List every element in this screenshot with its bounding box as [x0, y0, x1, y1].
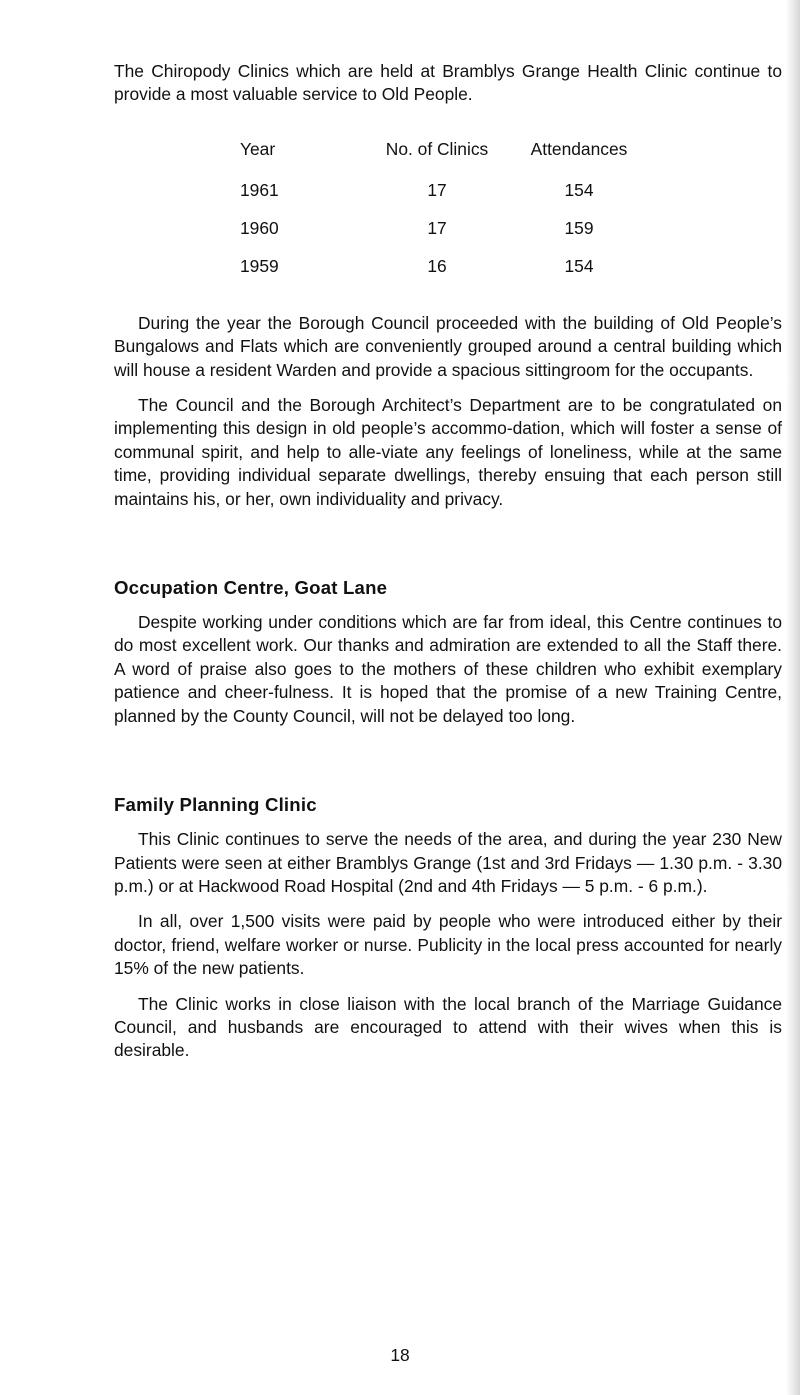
page-edge-shadow [786, 0, 800, 1395]
table-row [240, 210, 644, 248]
family-planning-paragraph-1: This Clinic continues to serve the needs of the area, and during the year 230 New Patients were seen at either Bramblys Grange (1st and 3rd Fridays — 1.30 p.m. - 3.30 p.m.) or at Hackwood Road Hospital (2nd and 4th Fridays — 5 p.m. - 6 p.m.). [114, 829, 782, 896]
chiropody-intro-paragraph: The Chiropody Clinics which are held at Bramblys Grange Health Clinic continue to provide a most valuable service to Old People. [114, 61, 782, 105]
table-row [240, 248, 644, 286]
page-number: 18 [390, 1345, 410, 1365]
cell-attendances: 154 [564, 256, 594, 277]
chiropody-attendance-table [240, 128, 644, 286]
cell-year: 1960 [240, 218, 279, 239]
table-header-row [240, 128, 644, 172]
cell-clinics: 17 [427, 218, 447, 239]
header-attendances: Attendances [530, 139, 628, 160]
cell-year: 1961 [240, 180, 279, 201]
cell-clinics: 17 [427, 180, 447, 201]
document-page [114, 60, 782, 1063]
family-planning-paragraph-2: In all, over 1,500 visits were paid by people who were introduced either by their doctor, friend, welfare worker or nurse. Publicity in the local press accounted for nearly 15% of the new patients. [114, 911, 782, 979]
family-planning-heading: Family Planning Clinic [114, 794, 317, 816]
cell-attendances: 159 [564, 218, 594, 239]
cell-clinics: 16 [427, 256, 447, 277]
architect-paragraph: The Council and the Borough Architect’s Department are to be congratulated on implementing this design in old people’s accommo-dation, which will foster a sense of communal spirit, and help to alle-viate any feelings of loneliness, while at the same time, providing individual separate dwellings, thereby ensuing that each person still maintains his, or her, own individuality and privacy. [114, 395, 782, 509]
cell-attendances: 154 [564, 180, 594, 201]
bungalows-paragraph: During the year the Borough Council proceeded with the building of Old People’s Bungalows and Flats which are conveniently grouped around a central building which will house a resident Warden and provide a spacious sittingroom for the occupants. [114, 312, 782, 380]
family-planning-paragraph-3: The Clinic works in close liaison with the local branch of the Marriage Guidance Council, and husbands are encouraged to attend with their wives when this is desirable. [114, 993, 782, 1061]
occupation-centre-heading: Occupation Centre, Goat Lane [114, 577, 388, 599]
occupation-centre-paragraph: Despite working under conditions which are far from ideal, this Centre continues to do most excellent work. Our thanks and admiration are extended to all the Staff there. A word of praise also goes to the mothers of these children who exhibit exemplary patience and cheer-fulness. It is hoped that the promise of a new Training Centre, planned by the County Council, will not be delayed too long. [114, 612, 782, 726]
header-year: Year [240, 139, 276, 160]
cell-year: 1959 [240, 256, 279, 277]
table-row [240, 172, 644, 210]
header-no-of-clinics: No. of Clinics [385, 139, 489, 160]
